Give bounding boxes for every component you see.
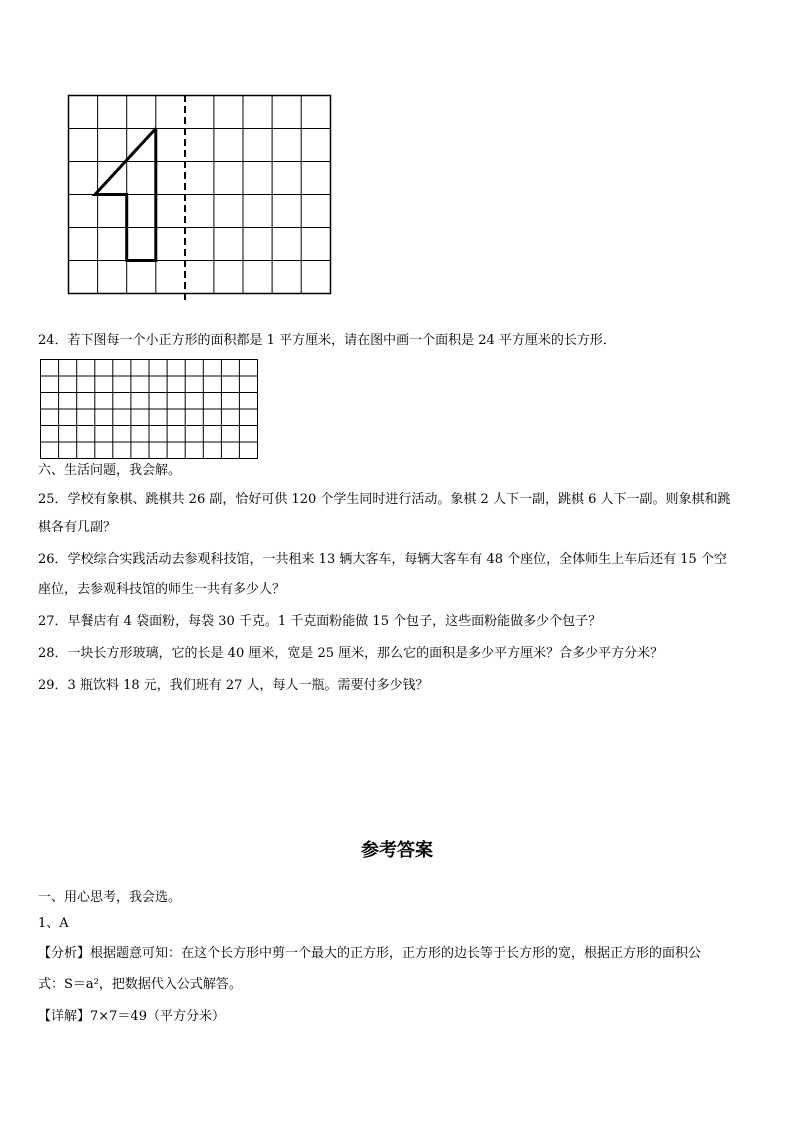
question-25-line-2: 棋各有几副？ [38,520,117,535]
question-26-line-1: 26．学校综合实践活动去参观科技馆，一共租来 13 辆大客车，每辆大客车有 48 个座位，全体师生上车后还有 15 个空 [38,552,727,567]
section-6-heading: 六、生活问题，我会解。 [38,463,182,478]
answer-analysis-line-1: 【分析】根据题意可知：在这个长方形中剪一个最大的正方形，正方形的边长等于长方形的宽，根据正方形的面积公 [38,946,702,961]
answer-analysis-line-2: 式：S＝a²，把数据代入公式解答。 [38,977,242,992]
answers-section-1: 一、用心思考，我会选。 [38,890,182,905]
question-24: 24．若下图每一个小正方形的面积都是 1 平方厘米，请在图中画一个面积是 24 平方厘米的长方形． [38,333,616,348]
answers-title: 参考答案 [361,840,433,861]
answer-item-1: 1、A [38,916,69,931]
question-29: 29．3 瓶饮料 18 元，我们班有 27 人，每人一瓶。需要付多少钱？ [38,678,429,693]
question-25-line-1: 25．学校有象棋、跳棋共 26 副，恰好可供 120 个学生同时进行活动。象棋 2 人下一副，跳棋 6 人下一副。则象棋和跳 [38,492,731,507]
question-28: 28．一块长方形玻璃，它的长是 40 厘米，宽是 25 厘米，那么它的面积是多少平方厘米？合多少平方分米？ [38,646,664,661]
area-grid-figure [0,0,794,470]
question-26-line-2: 座位，去参观科技馆的师生一共有多少人？ [38,582,286,597]
answer-detail: 【详解】7×7＝49（平方分米） [38,1009,225,1024]
question-27: 27．早餐店有 4 袋面粉，每袋 30 千克。1 千克面粉能做 15 个包子，这些面粉能做多少个包子？ [38,614,602,629]
